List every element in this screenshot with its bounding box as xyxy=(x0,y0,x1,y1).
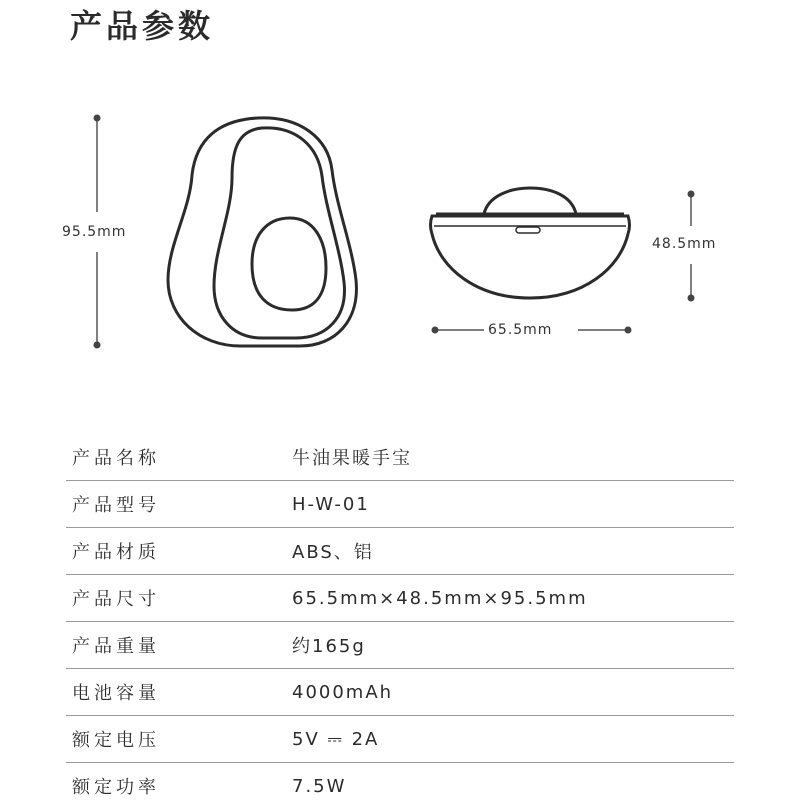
spec-value: H-W-01 xyxy=(292,493,370,515)
page-title: 产品参数 xyxy=(70,7,215,45)
spec-row-model xyxy=(66,481,734,528)
spec-key: 产品型号 xyxy=(72,495,160,516)
spec-value: 约165g xyxy=(292,636,366,657)
usb-c-port-icon xyxy=(516,227,540,233)
avocado-side-icon xyxy=(431,188,630,298)
spec-value: 牛油果暖手宝 xyxy=(292,448,412,469)
spec-row-weight xyxy=(66,622,734,669)
spec-value: 5V ⎓ 2A xyxy=(292,728,380,750)
spec-key: 产品尺寸 xyxy=(72,589,160,610)
height-dimension-label: 95.5mm xyxy=(62,224,127,240)
spec-key: 额定电压 xyxy=(72,730,160,751)
spec-row-battery xyxy=(66,669,734,716)
spec-row-name xyxy=(66,434,734,481)
spec-value: ABS、铝 xyxy=(292,542,374,563)
spec-row-power xyxy=(66,763,734,809)
depth-dimension-label: 48.5mm xyxy=(652,236,717,252)
spec-table xyxy=(66,434,734,809)
spec-value: 65.5mm×48.5mm×95.5mm xyxy=(292,587,588,609)
spec-row-size xyxy=(66,575,734,622)
spec-value: 4000mAh xyxy=(292,681,394,703)
spec-value: 7.5W xyxy=(292,775,347,797)
spec-row-material xyxy=(66,528,734,575)
spec-key: 额定功率 xyxy=(72,777,160,798)
spec-key: 产品重量 xyxy=(72,636,160,657)
spec-key: 电池容量 xyxy=(72,683,160,704)
spec-row-voltage xyxy=(66,716,734,763)
width-dimension-label: 65.5mm xyxy=(488,322,553,338)
spec-key: 产品材质 xyxy=(72,542,160,563)
avocado-front-icon xyxy=(168,118,356,346)
spec-key: 产品名称 xyxy=(72,448,160,469)
